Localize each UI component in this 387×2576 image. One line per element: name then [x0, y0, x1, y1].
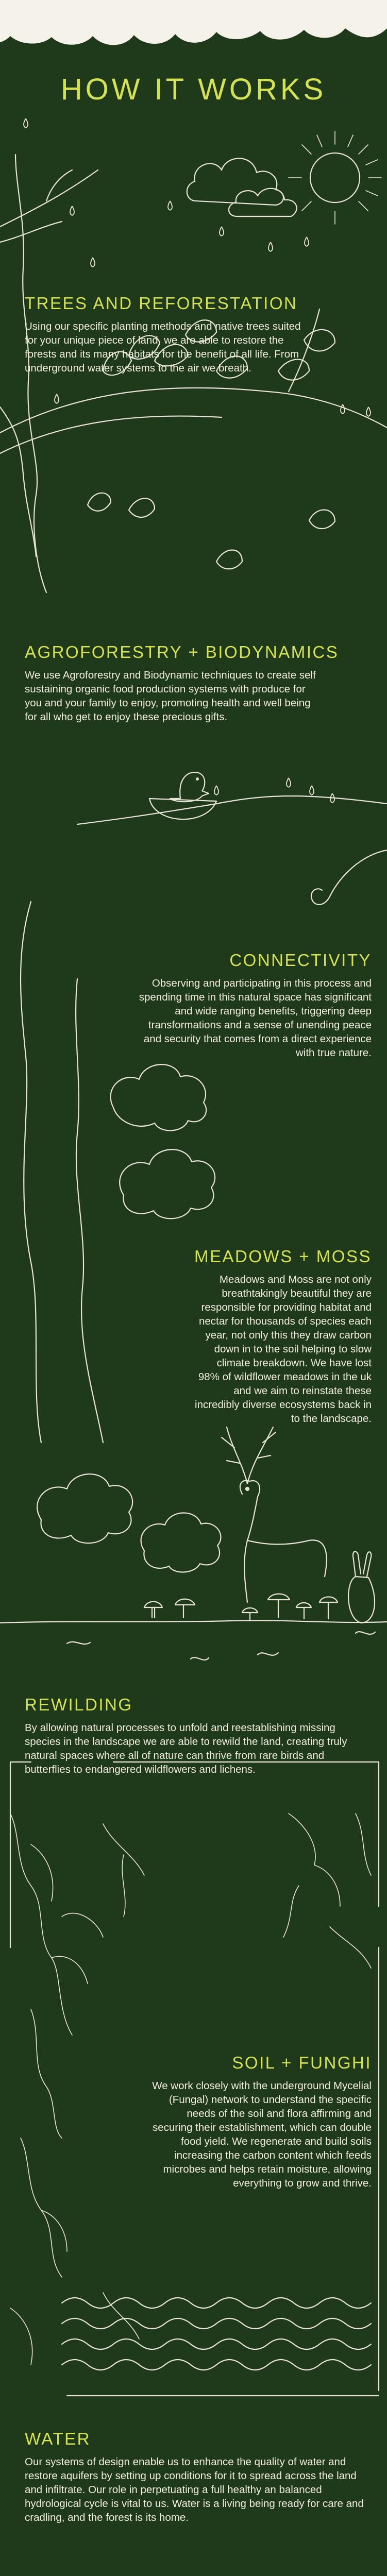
- tree-trunk-mid: [21, 902, 41, 1443]
- soil-heading: SOIL + FUNGHI: [232, 2053, 372, 2072]
- rewilding-heading: REWILDING: [25, 1695, 133, 1714]
- water-heading: WATER: [25, 2429, 91, 2448]
- agroforestry-body: We use Agroforestry and Biodynamic techniques to create self sustaining organic food production systems with produce for you and your family to enjoy, promoting health and well being for all who get to enjoy these precious gifts.: [25, 669, 316, 723]
- meadows-heading: MEADOWS + MOSS: [194, 1247, 372, 1266]
- water-body: Our systems of design enable us to enhance the quality of water and restore aquifers by setting up conditions for it to spread across the land and infiltrate. Our role in perpetuating a full healthy an balanced hydrological cycle is vital to us. Water is a living being ready for care and cradling, and the forest is its home.: [25, 2456, 364, 2523]
- soil-box-line: [10, 1762, 379, 1947]
- sun-icon: [289, 131, 381, 224]
- connectivity-heading: CONNECTIVITY: [229, 951, 372, 970]
- branch-line: [0, 170, 98, 242]
- rabbit-icon: [348, 1551, 375, 1623]
- worm-icons: [67, 1632, 375, 1660]
- cloud-icon: [187, 158, 297, 216]
- bird-in-nest-icon: [77, 772, 387, 824]
- curly-branch: [311, 850, 387, 905]
- deer-icon: [222, 1427, 327, 1602]
- meadows-body: Meadows and Moss are not only breathtakingly beautiful they are responsible for providing habitat and nectar for thousands of species each year, not only this they draw carbon down in to the soil helping to slow climate breakdown. We have lost 98% of wildflower meadows in the uk and we aim to reinstate these incredibly diverse ecosystems back in to the landscape.: [195, 1274, 372, 1425]
- connectivity-body: Observing and participating in this process and spending time in this natural space has significant and wide ranging benefits, triggering deep transformations and a sense of unending peace and security that comes from a direct experience with true nature.: [139, 977, 372, 1059]
- agroforestry-heading: AGROFORESTRY + BIODYNAMICS: [25, 642, 339, 662]
- water-waves: [62, 2298, 371, 2370]
- page-title: HOW IT WORKS: [60, 73, 327, 106]
- rewilding-body: By allowing natural processes to unfold and reestablishing missing species in the landscape we are able to rewild the land, creating truly natural spaces where all of nature can thrive from rare birds and butterflies to endangered wildflowers and lichens.: [25, 1722, 347, 1775]
- trees-body: Using our specific planting methods and native trees suited for your unique piece of land, we are able to restore the forests and its many habitats for the benefit of all life. From underground water systems to the air we breath.: [25, 320, 301, 374]
- trees-heading: TREES AND REFORESTATION: [25, 294, 298, 313]
- tree-trunk-right: [76, 979, 103, 1443]
- ground-line: [0, 1620, 387, 1623]
- mushroom-icons: [144, 1594, 338, 1620]
- soil-body: We work closely with the underground Mycelial (Fungal) network to understand the specific needs of the soil and flora affirming and securing their establishment, which can double food yield. We regenerate and build soils increasing the carbon content which feeds microbes and helps retain moisture, allowing everything to grow and thrive.: [152, 2080, 372, 2189]
- top-cloud-icon: [0, 0, 387, 45]
